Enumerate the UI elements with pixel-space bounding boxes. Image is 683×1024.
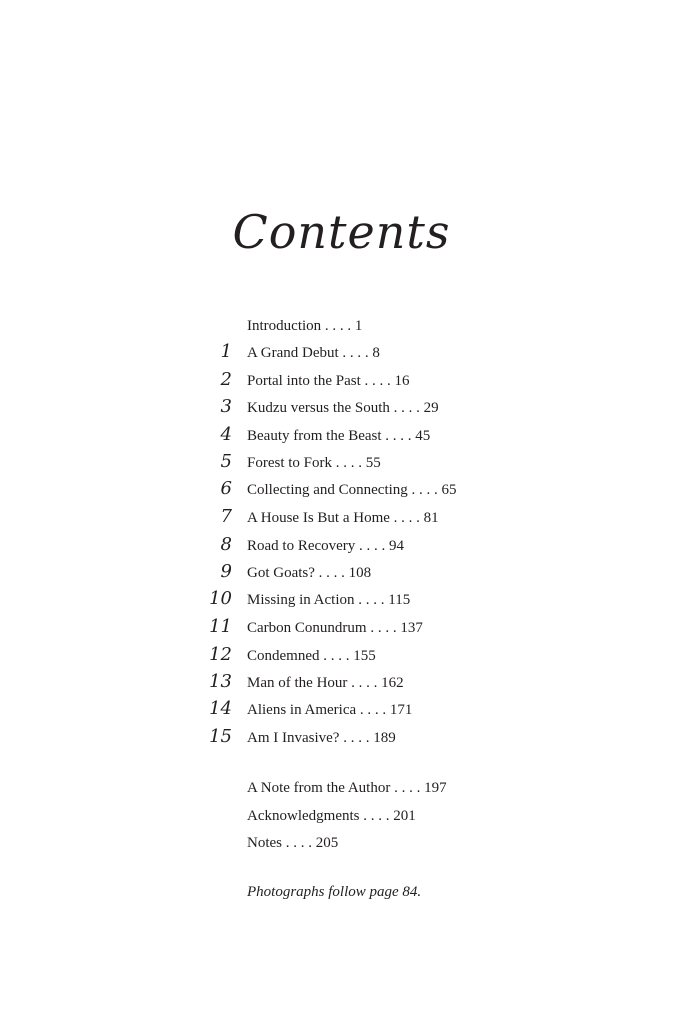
photographs-note: Photographs follow page 84. [247, 884, 422, 900]
toc-entry-label: Missing in Action . . . . 115 [247, 592, 411, 608]
chapter-number: 14 [209, 698, 232, 719]
toc-entry-chapter-10[interactable] [0, 588, 683, 614]
toc-entry-chapter-6[interactable] [0, 478, 683, 504]
chapter-number: 8 [220, 534, 232, 555]
chapter-number: 15 [209, 726, 232, 747]
toc-entry-introduction[interactable] [0, 314, 683, 340]
toc-entry-label: Beauty from the Beast . . . . 45 [247, 428, 431, 444]
chapter-number: 10 [209, 588, 232, 609]
toc-entry-chapter-2[interactable] [0, 369, 683, 395]
chapter-number: 1 [220, 341, 232, 362]
chapter-number: 6 [220, 478, 232, 499]
toc-entry-chapter-11[interactable] [0, 616, 683, 642]
toc-entry-label: Acknowledgments . . . . 201 [247, 808, 416, 824]
toc-entry-label: Portal into the Past . . . . 16 [247, 373, 410, 389]
toc-entry-label: Got Goats? . . . . 108 [247, 565, 372, 581]
toc-entry-chapter-1[interactable] [0, 341, 683, 367]
toc-entry-chapter-13[interactable] [0, 671, 683, 697]
toc-entry-chapter-4[interactable] [0, 424, 683, 450]
toc-entry-label: A Note from the Author . . . . 197 [247, 780, 447, 796]
toc-entry-label: A House Is But a Home . . . . 81 [247, 510, 439, 526]
toc-entry-label: Man of the Hour . . . . 162 [247, 675, 404, 691]
toc-entry-label: Collecting and Connecting . . . . 65 [247, 482, 457, 498]
toc-entry-label: Notes . . . . 205 [247, 835, 339, 851]
toc-entry-acknowledgments[interactable] [0, 804, 683, 830]
chapter-number: 13 [209, 671, 232, 692]
toc-entry-label: Introduction . . . . 1 [247, 318, 363, 334]
chapter-number: 7 [220, 506, 232, 527]
toc-entry-chapter-5[interactable] [0, 451, 683, 477]
toc-entry-chapter-14[interactable] [0, 698, 683, 724]
toc-entry-chapter-3[interactable] [0, 396, 683, 422]
toc-entry-chapter-7[interactable] [0, 506, 683, 532]
chapter-number: 12 [209, 644, 232, 665]
toc-entry-label: Kudzu versus the South . . . . 29 [247, 400, 439, 416]
toc-entry-chapter-8[interactable] [0, 534, 683, 560]
chapter-number: 11 [209, 616, 232, 637]
toc-entry-label: Road to Recovery . . . . 94 [247, 538, 405, 554]
toc-entry-label: Carbon Conundrum . . . . 137 [247, 620, 423, 636]
toc-entry-chapter-15[interactable] [0, 726, 683, 752]
toc-entry-chapter-12[interactable] [0, 644, 683, 670]
toc-entry-chapter-9[interactable] [0, 561, 683, 587]
chapter-number: 4 [220, 424, 232, 445]
toc-entry-label: Am I Invasive? . . . . 189 [247, 730, 396, 746]
toc-entry-label: Aliens in America . . . . 171 [247, 702, 413, 718]
toc-entry-label: Forest to Fork . . . . 55 [247, 455, 381, 471]
chapter-number: 5 [220, 451, 232, 472]
toc-entry-label: Condemned . . . . 155 [247, 648, 376, 664]
page-title: Contents [232, 205, 451, 259]
toc-entry-notes[interactable] [0, 831, 683, 857]
chapter-number: 9 [220, 561, 232, 582]
toc-entry-label: A Grand Debut . . . . 8 [247, 345, 380, 361]
toc-entry-author-note[interactable] [0, 776, 683, 802]
chapter-number: 3 [220, 396, 232, 417]
chapter-number: 2 [220, 369, 232, 390]
